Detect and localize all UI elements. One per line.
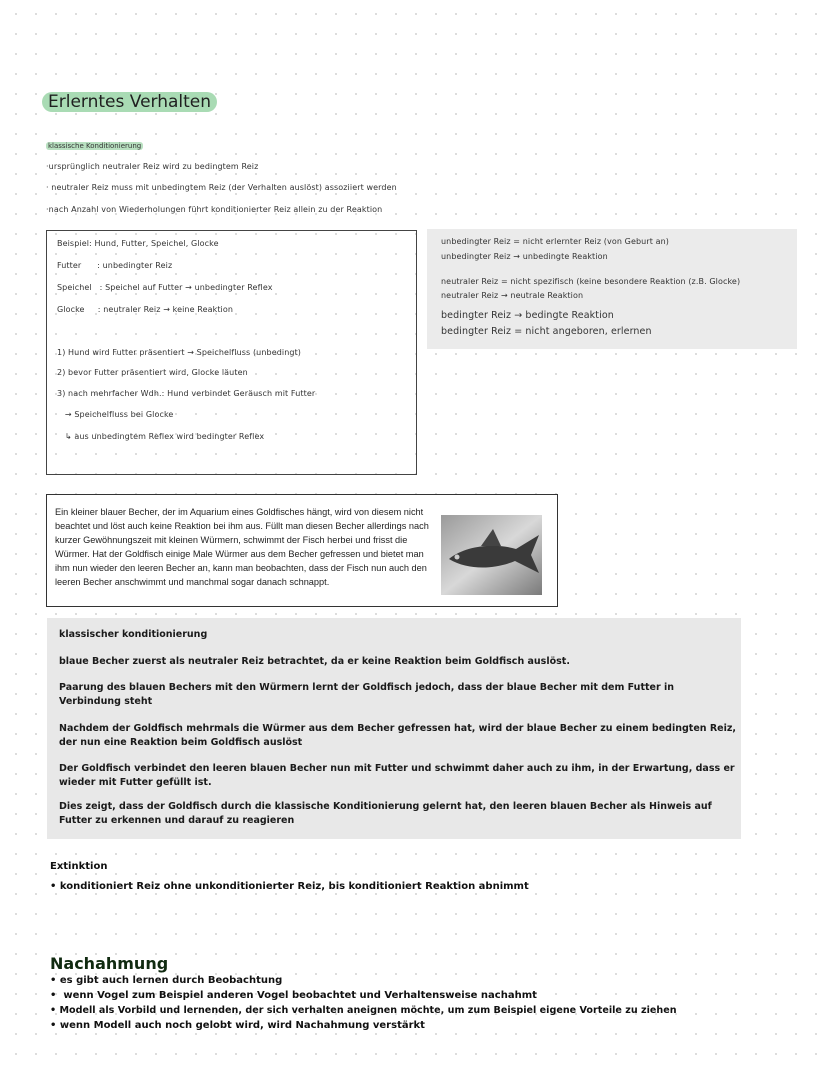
example-box [46, 230, 417, 475]
example-step: 3) nach mehrfacher Wdh.: Hund verbindet Geräusch mit Futter [57, 389, 316, 398]
nachahmung-bullet: • es gibt auch lernen durch Beobachtung [50, 975, 283, 986]
example-line: Speichel : Speichel auf Futter → unbedingter Reflex [57, 283, 273, 292]
page-title: Erlerntes Verhalten [42, 92, 217, 112]
extinktion-bullet: • konditioniert Reiz ohne unkonditionierter Reiz, bis konditioniert Reaktion abnimmt [50, 881, 529, 892]
extinktion-heading: Extinktion [50, 861, 108, 872]
example-line: Beispiel: Hund, Futter, Speichel, Glocke [57, 239, 219, 248]
definition-line: bedingter Reiz → bedingte Reaktion [441, 310, 614, 321]
definition-line: neutraler Reiz = nicht spezifisch (keine besondere Reaktion (z.B. Glocke) [441, 277, 741, 286]
analysis-paragraph: Nachdem der Goldfisch mehrmals die Würmer aus dem Becher gefressen hat, wird der blaue Becher zu einem bedingten Reiz, der nun eine Reaktion beim Goldfisch auslöst [59, 723, 737, 748]
nachahmung-bullet: • Modell als Vorbild und lernenden, der sich verhalten aneignen möchte, um zum Beispiel eigene Vorteile zu ziehen [50, 1005, 677, 1016]
bullet: ·ursprünglich neutraler Reiz wird zu bedingtem Reiz [46, 162, 259, 171]
analysis-paragraph: Der Goldfisch verbindet den leeren blauen Becher nun mit Futter und schwimmt daher auch zu ihm, in der Erwartung, dass er wieder mit Futter gefüllt ist. [59, 763, 735, 788]
example-step: 2) bevor Futter präsentiert wird, Glocke läuten [57, 368, 248, 377]
example-line: Futter : unbedingter Reiz [57, 261, 173, 270]
nachahmung-bullet: • wenn Modell auch noch gelobt wird, wird Nachahmung verstärkt [50, 1020, 425, 1031]
definition-line: unbedingter Reiz = nicht erlernter Reiz (von Geburt an) [441, 237, 669, 246]
example-step: ↳ aus unbedingtem Reflex wird bedingter Reflex [57, 432, 265, 441]
section-heading-classical-conditioning: klassische Konditionierung [48, 142, 142, 150]
goldfish-text-box [46, 494, 558, 607]
analysis-paragraph: Paarung des blauen Bechers mit den Würmern lernt der Goldfisch jedoch, dass der blaue Becher mit dem Futter in Verbindung steht [59, 682, 674, 707]
bullet: ·nach Anzahl von Wiederholungen führt konditionierter Reiz allein zu der Reaktion [46, 205, 383, 214]
analysis-paragraph: Dies zeigt, dass der Goldfisch durch die klassische Konditionierung gelernt hat, den leeren blauen Becher als Hinweis auf Futter zu erkennen und darauf zu reagieren [59, 801, 712, 826]
example-step: 1) Hund wird Futter präsentiert → Speichelfluss (unbedingt) [57, 348, 302, 357]
definition-line: neutraler Reiz → neutrale Reaktion [441, 291, 584, 300]
definition-line: unbedingter Reiz → unbedingte Reaktion [441, 252, 608, 261]
analysis-box [47, 618, 741, 839]
analysis-paragraph: blaue Becher zuerst als neutraler Reiz betrachtet, da er keine Reaktion beim Goldfisch auslöst. [59, 656, 570, 667]
nachahmung-bullet: • wenn Vogel zum Beispiel anderen Vogel beobachtet und Verhaltensweise nachahmt [50, 990, 537, 1001]
nachahmung-heading: Nachahmung [50, 954, 169, 973]
definitions-box [427, 229, 797, 349]
example-line: Glocke : neutraler Reiz → keine Reaktion [57, 305, 234, 314]
example-step: → Speichelfluss bei Glocke [57, 410, 174, 419]
goldfish-paragraph: Ein kleiner blauer Becher, der im Aquarium eines Goldfisches hängt, wird von diesem nicht beachtet und löst auch keine Reaktion bei ihm aus. Füllt man diesen Becher allerdings nach kurzer Gewöhnungszeit mit kleinen Würmern, schwimmt der Fisch herbei und frisst die Würmer. Hat der Goldfisch einige Male Würmer aus dem Becher gefressen und bietet man ihm nun wieder den leeren Becher an, kann man beobachten, dass der Fisch nun auch den leeren Becher anschwimmt und manchmal sogar danach schnappt. [55, 507, 429, 587]
fish-image [441, 515, 542, 595]
bullet: · neutraler Reiz muss mit unbedingtem Reiz (der Verhalten auslöst) assoziiert werden [46, 183, 397, 192]
analysis-heading: klassischer konditionierung [59, 629, 208, 640]
definition-line: bedingter Reiz = nicht angeboren, erlernen [441, 326, 652, 337]
